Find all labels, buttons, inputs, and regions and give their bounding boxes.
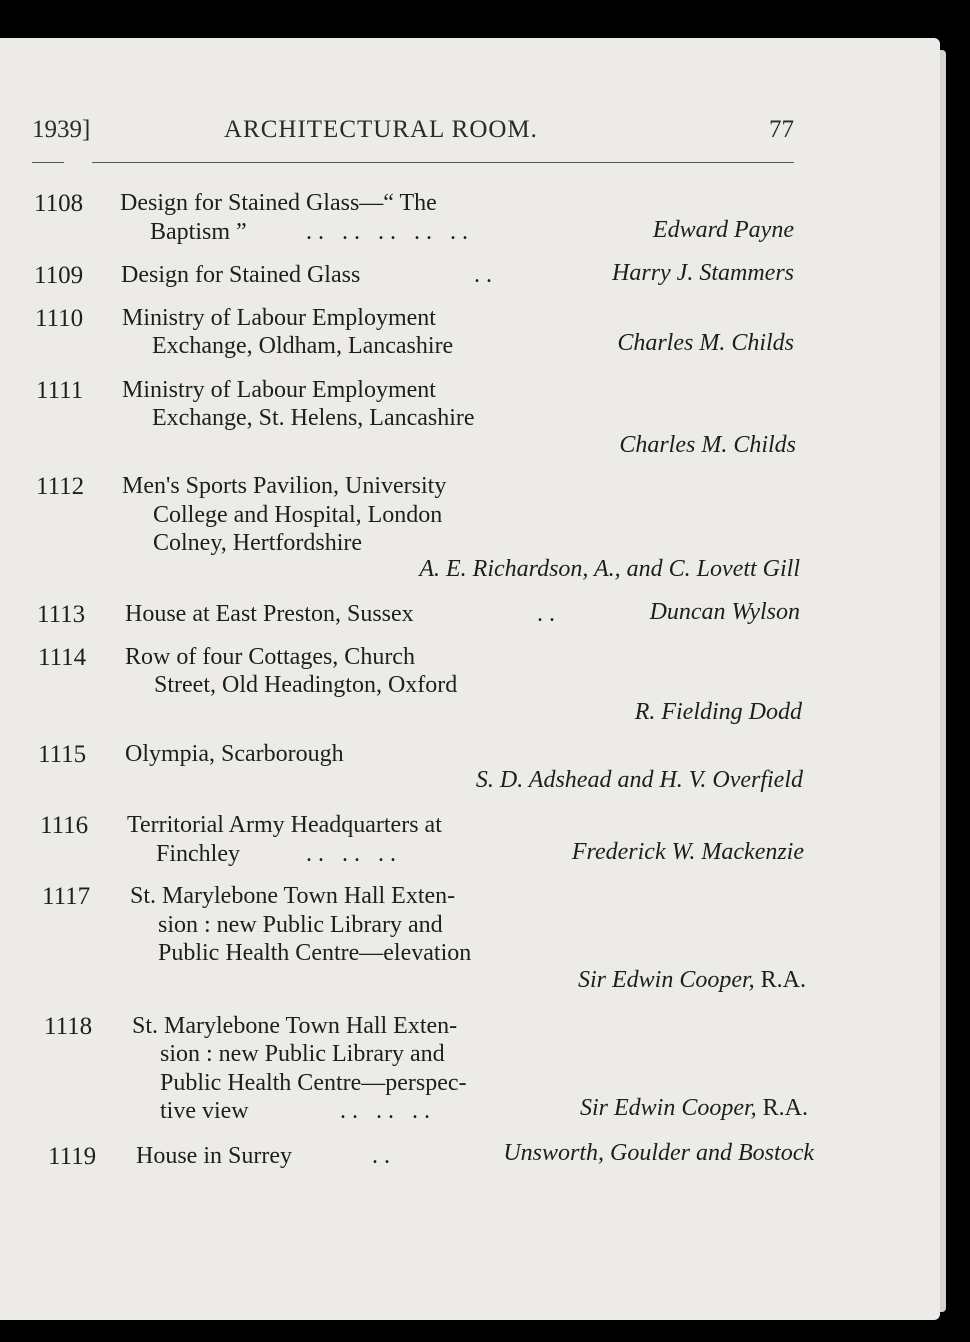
entry-number: 1113 <box>37 601 86 628</box>
catalogue-entry-1112 <box>36 472 800 588</box>
entry-title-line: College and Hospital, London <box>153 502 443 528</box>
entry-title-line: St. Marylebone Town Hall Exten- <box>132 1013 458 1039</box>
entry-number: 1119 <box>48 1143 97 1170</box>
entry-title-line: sion : new Public Library and <box>158 912 443 938</box>
entry-author: Charles M. Childs <box>617 330 794 356</box>
header-year: 1939] <box>32 116 91 143</box>
catalogue-entry-1115 <box>38 740 803 800</box>
entry-number: 1111 <box>36 377 84 404</box>
catalogue-entry-1108 <box>34 189 794 249</box>
catalogue-entry-1118 <box>44 1012 808 1128</box>
entry-number: 1112 <box>36 473 85 500</box>
catalogue-entry-1116 <box>40 811 804 871</box>
entry-title-line: St. Marylebone Town Hall Exten- <box>130 883 456 909</box>
entry-author: Frederick W. Mackenzie <box>571 839 804 865</box>
catalogue-entry-1111 <box>36 376 796 464</box>
entry-author: R. Fielding Dodd <box>634 699 802 725</box>
entry-number: 1118 <box>44 1013 93 1040</box>
entry-title-line: Design for Stained Glass <box>121 262 361 288</box>
entry-number: 1114 <box>38 644 87 671</box>
entry-title-line: Finchley <box>156 841 240 867</box>
entry-title-line: Design for Stained Glass—“ The <box>120 190 437 216</box>
entry-title-line: Men's Sports Pavilion, University <box>122 473 447 499</box>
entry-number: 1108 <box>34 190 84 217</box>
catalogue-entry-1117 <box>42 882 806 998</box>
entry-title-line: Public Health Centre—elevation <box>158 940 472 966</box>
entry-author: Unsworth, Goulder and Bostock <box>503 1140 814 1166</box>
dot-leader: .. .. .. .. .. <box>306 219 474 245</box>
catalogue-entry-1109 <box>34 261 794 293</box>
entry-number: 1116 <box>40 812 89 839</box>
entry-author: Sir Edwin Cooper, R.A. <box>577 967 806 993</box>
dot-leader: .. <box>537 601 561 627</box>
entry-title-line: Exchange, Oldham, Lancashire <box>152 333 454 359</box>
entry-title-line: tive view <box>160 1098 249 1124</box>
catalogue-entry-1113 <box>37 600 800 632</box>
entry-number: 1110 <box>35 305 84 332</box>
entry-author: Charles M. Childs <box>619 432 796 458</box>
dot-leader: .. .. .. <box>340 1098 436 1124</box>
header-rule <box>92 162 794 163</box>
entry-title-line: Ministry of Labour Employment <box>122 305 436 331</box>
header-rule-left <box>32 162 64 163</box>
entry-title-line: House at East Preston, Sussex <box>125 601 414 627</box>
catalogue-entry-1114 <box>38 643 802 731</box>
page-number: 77 <box>769 116 794 143</box>
catalogue-entry-1110 <box>35 304 794 364</box>
entry-title-line: Street, Old Headington, Oxford <box>154 672 458 698</box>
dot-leader: .. <box>372 1143 396 1169</box>
entry-title-line: Baptism ” <box>150 219 247 245</box>
entry-author: Duncan Wylson <box>649 599 800 625</box>
entry-number: 1117 <box>42 883 91 910</box>
header-title: ARCHITECTURAL ROOM. <box>224 116 538 143</box>
dot-leader: .. <box>474 262 498 288</box>
dot-leader: .. .. .. <box>306 841 402 867</box>
entry-title-line: Exchange, St. Helens, Lancashire <box>152 405 475 431</box>
entry-title-line: Public Health Centre—perspec- <box>160 1070 467 1096</box>
entry-title-line: Ministry of Labour Employment <box>122 377 436 403</box>
entry-title-line: Olympia, Scarborough <box>125 741 344 767</box>
entry-author: S. D. Adshead and H. V. Overfield <box>475 767 803 793</box>
entry-author: Sir Edwin Cooper, R.A. <box>579 1095 808 1121</box>
entry-author: A. E. Richardson, A., and C. Lovett Gill <box>419 556 800 582</box>
entry-author: Edward Payne <box>652 217 794 243</box>
catalogue-entry-1119 <box>48 1142 814 1174</box>
entry-title-line: sion : new Public Library and <box>160 1041 445 1067</box>
entry-title-line: House in Surrey <box>136 1143 292 1169</box>
entry-title-line: Row of four Cottages, Church <box>125 644 415 670</box>
entry-title-line: Territorial Army Headquarters at <box>127 812 442 838</box>
entry-number: 1109 <box>34 262 84 289</box>
entry-number: 1115 <box>38 741 87 768</box>
entry-title-line: Colney, Hertfordshire <box>153 530 363 556</box>
running-header <box>32 116 794 152</box>
entry-author: Harry J. Stammers <box>612 260 794 286</box>
